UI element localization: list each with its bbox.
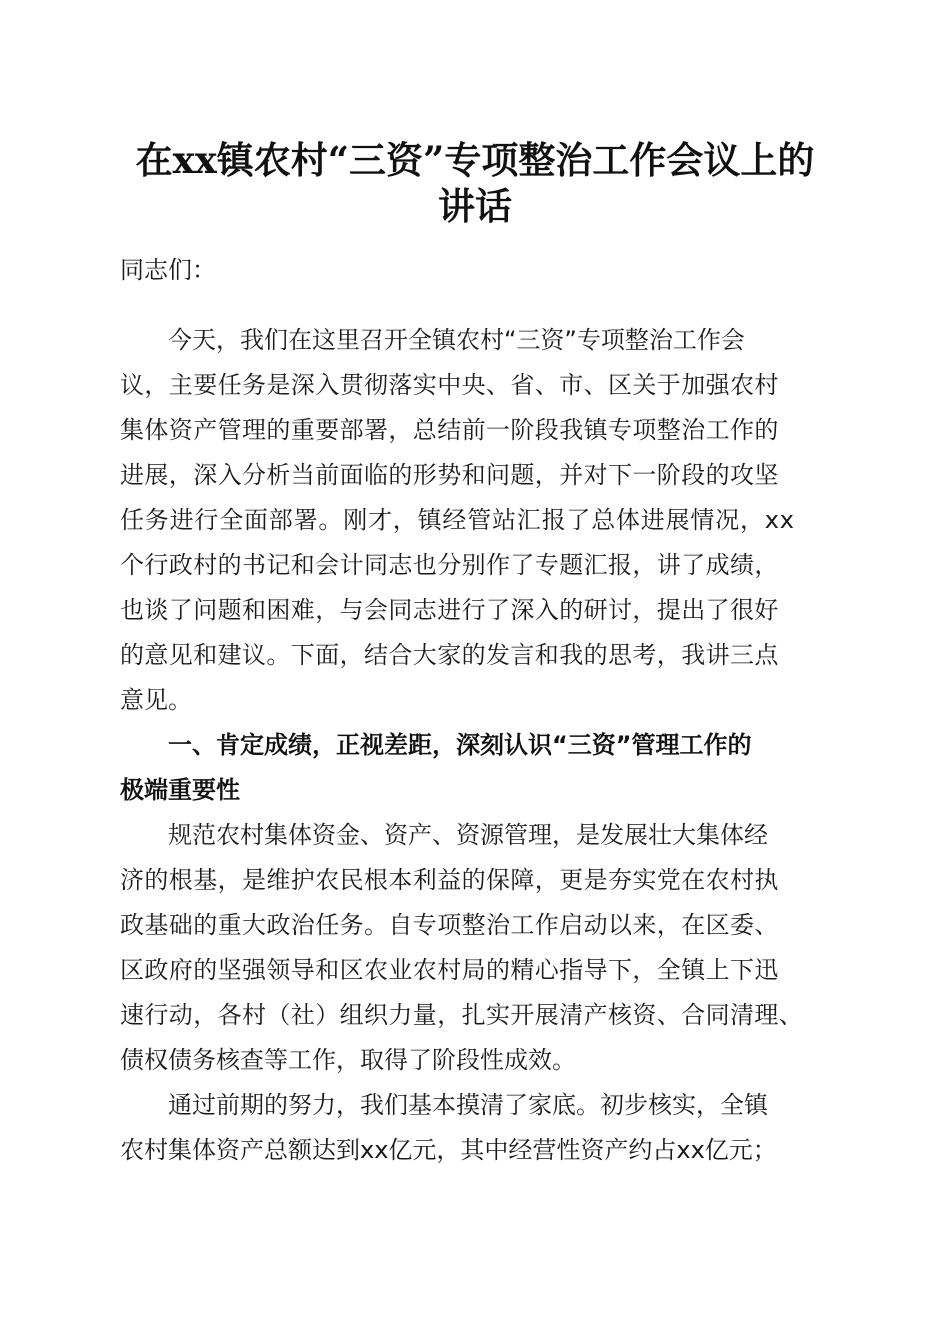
paragraph-2-line: 规范农村集体资金、资产、资源管理，是发展壮大集体经	[168, 821, 768, 849]
paragraph-3-line: 农村集体资产总额达到xx亿元，其中经营性资产约占xx亿元；	[120, 1136, 777, 1164]
paragraph-2-line: 速行动，各村（社）组织力量，扎实开展清产核资、合同清理、	[120, 1001, 804, 1029]
paragraph-1-line: 今天，我们在这里召开全镇农村“三资”专项整治工作会	[168, 326, 745, 354]
section-heading-1-cont: 极端重要性	[120, 776, 240, 804]
paragraph-1-line: 也谈了问题和困难，与会同志进行了深入的研讨，提出了很好	[120, 596, 779, 624]
paragraph-3-line: 通过前期的努力，我们基本摸清了家底。初步核实，全镇	[168, 1091, 768, 1119]
document-title-line-2: 讲话	[438, 184, 512, 228]
salutation: 同志们：	[120, 256, 216, 284]
document-title-line-1: 在xx镇农村“三资”专项整治工作会议上的	[135, 138, 815, 182]
paragraph-2-line: 债权债务核查等工作，取得了阶段性成效。	[120, 1046, 576, 1074]
paragraph-1-line: 意见。	[120, 686, 192, 714]
paragraph-2-line: 济的根基，是维护农民根本利益的保障，更是夯实党在农村执	[120, 866, 779, 894]
paragraph-1-line: 任务进行全面部署。刚才，镇经管站汇报了总体进展情况，xx	[120, 506, 795, 534]
paragraph-1-line: 议，主要任务是深入贯彻落实中央、省、市、区关于加强农村	[120, 371, 779, 399]
paragraph-2-line: 政基础的重大政治任务。自专项整治工作启动以来，在区委、	[120, 911, 779, 939]
paragraph-1-line: 个行政村的书记和会计同志也分别作了专题汇报，讲了成绩，	[120, 551, 779, 579]
paragraph-2-line: 区政府的坚强领导和区农业农村局的精心指导下，全镇上下迅	[120, 956, 779, 984]
paragraph-1-line: 进展，深入分析当前面临的形势和问题，并对下一阶段的攻坚	[120, 461, 779, 489]
section-heading-1: 一、肯定成绩，正视差距，深刻认识“三资”管理工作的	[168, 731, 752, 759]
paragraph-1-line: 集体资产管理的重要部署，总结前一阶段我镇专项整治工作的	[120, 416, 779, 444]
paragraph-1-line: 的意见和建议。下面，结合大家的发言和我的思考，我讲三点	[120, 641, 779, 669]
